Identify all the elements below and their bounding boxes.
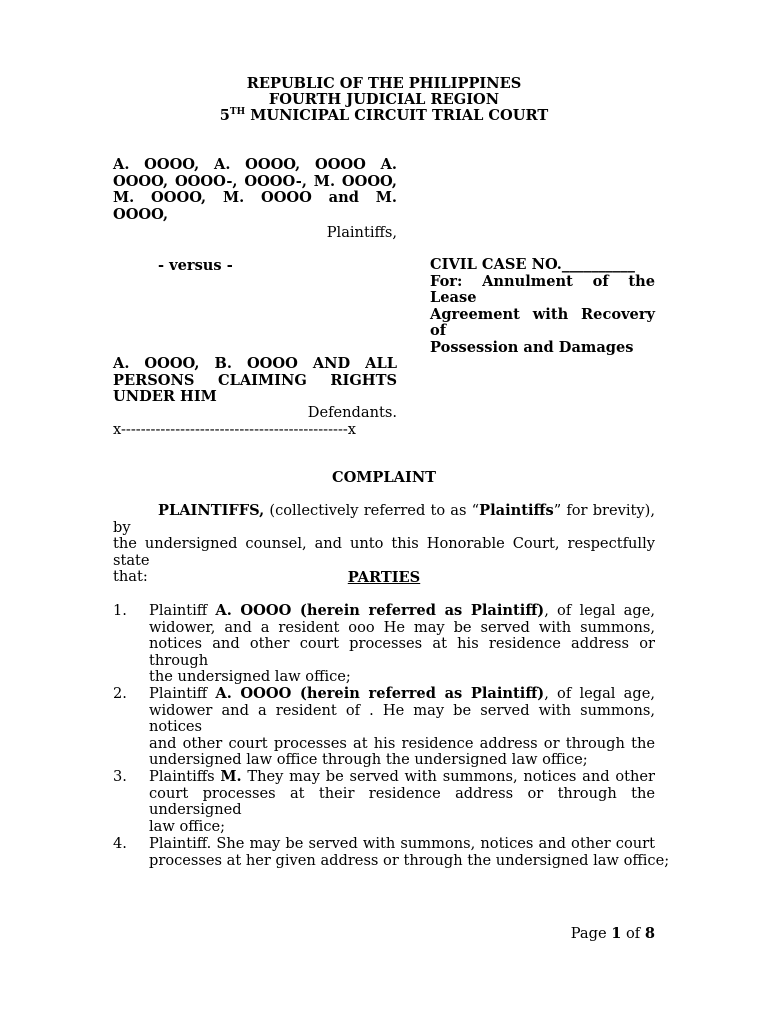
- item-line: widower and a resident of . He may be served with summons, notices: [149, 701, 655, 735]
- item-line: the undersigned law office;: [149, 668, 351, 685]
- plaintiffs-role: Plaintiffs,: [326, 224, 397, 241]
- intro-line: PLAINTIFFS, (collectively referred to as “Plaintiffs” for brevity), by: [113, 502, 655, 536]
- case-number: CIVIL CASE NO.__________: [430, 256, 635, 273]
- item-line: Plaintiff A. OOOO (herein referred as Plaintiff), of legal age,: [149, 602, 655, 619]
- item-number: 2.: [113, 685, 127, 702]
- defendants-names: [113, 356, 397, 406]
- item-line: Plaintiffs M. They may be served with summons, notices and other: [149, 768, 655, 785]
- header-court: 5TH MUNICIPAL CIRCUIT TRIAL COURT: [219, 107, 549, 124]
- plaintiffs-names: [113, 157, 397, 223]
- case-for-line: For: Annulment of the Lease: [430, 272, 655, 306]
- section-heading-parties: PARTIES: [347, 569, 421, 586]
- header-region: FOURTH JUDICIAL REGION: [268, 91, 500, 108]
- case-info: [430, 257, 655, 356]
- item-line: notices and other court processes at his residence address or through: [149, 635, 655, 669]
- item-line: court processes at their residence address or through the undersigned: [149, 784, 655, 818]
- case-for-line: Agreement with Recovery of: [430, 305, 655, 339]
- defendants-names-line: A. OOOO, B. OOOO AND ALL: [113, 355, 397, 372]
- parties-item-2: [149, 686, 655, 769]
- defendants-names-line: UNDER HIM: [113, 388, 217, 405]
- plaintiffs-names-line: A. OOOO, A. OOOO, OOOO A.: [113, 156, 397, 173]
- item-line: law office;: [149, 817, 226, 835]
- intro-line: the undersigned counsel, and unto this Honorable Court, respectfully state: [113, 535, 655, 569]
- defendants-names-line: PERSONS CLAIMING RIGHTS: [113, 371, 397, 389]
- plaintiffs-names-line: OOOO, OOOO-, OOOO-, M. OOOO,: [113, 172, 397, 190]
- item-number: 3.: [113, 768, 127, 785]
- case-for-line: Possession and Damages: [430, 338, 634, 356]
- item-line: undersigned law office through the undersigned law office;: [149, 751, 588, 768]
- item-line: Plaintiff A. OOOO (herein referred as Plaintiff), of legal age,: [149, 685, 655, 702]
- page-number: Page 1 of 8: [570, 925, 655, 942]
- defendants-role: Defendants.: [307, 404, 397, 421]
- item-line: processes at her given address or through the undersigned law office;: [149, 851, 670, 869]
- document-title: COMPLAINT: [331, 469, 437, 486]
- plaintiffs-names-line: OOOO,: [113, 205, 169, 223]
- item-line: Plaintiff. She may be served with summons, notices and other court: [149, 835, 655, 852]
- header-republic: REPUBLIC OF THE PHILIPPINES: [246, 75, 522, 92]
- item-number: 4.: [113, 835, 127, 852]
- parties-item-4: [149, 835, 670, 869]
- parties-item-3: [149, 769, 655, 835]
- item-number: 1.: [113, 602, 127, 619]
- item-line: widower, and a resident ooo He may be served with summons,: [149, 618, 655, 636]
- versus-label: - versus -: [158, 257, 233, 274]
- intro-line: that:: [113, 568, 148, 585]
- parties-item-1: [149, 603, 655, 686]
- item-line: and other court processes at his residence address or through the: [149, 734, 655, 752]
- caption-separator: x----------------------------------------------x: [113, 422, 357, 438]
- plaintiffs-names-line: M. OOOO, M. OOOO and M.: [113, 189, 397, 206]
